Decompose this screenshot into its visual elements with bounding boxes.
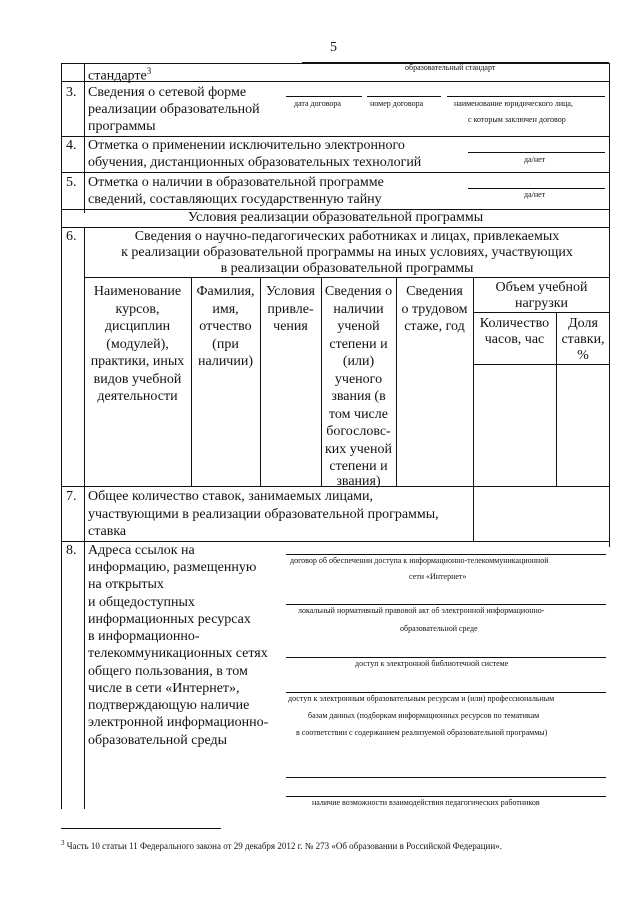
col-courses-line: дисциплин — [104, 319, 171, 334]
row-6-line-1: Сведения о научно-педагогических работниках и лицах, привлекаемых — [134, 229, 560, 244]
row-5-caption: да/нет — [524, 190, 546, 199]
col-degree-line: Сведения о — [324, 284, 393, 299]
footnote-mark: 3 — [146, 66, 152, 76]
legal-entity-caption-1: наименование юридического лица, — [454, 99, 573, 108]
row-8-caption-2b: образовательной среде — [400, 624, 478, 633]
footnote-text: Часть 10 статьи 11 Федерального закона от 29 декабря 2012 г. № 273 «Об образовании в Российской Федерации». — [66, 841, 502, 851]
col-degree-line: наличии — [333, 302, 384, 317]
row-8-line: телекоммуникационных сетях — [88, 646, 268, 661]
col-experience-line: о трудовом — [401, 302, 468, 317]
row-8-line: электронной информационно- — [88, 715, 269, 730]
row-standard-text: стандарте — [88, 68, 147, 84]
row-8-line: образовательной среды — [88, 733, 228, 748]
row-3-line-3: программы — [88, 119, 156, 134]
row-7-line-2: участвующими в реализации образовательной программы, — [88, 507, 439, 522]
col-conditions-line: привле- — [267, 302, 314, 317]
row-6-number: 6. — [66, 229, 77, 244]
col-workload-line: нагрузки — [514, 296, 569, 311]
row-8-line: общего пользования, в том — [88, 664, 248, 679]
row-8-line: в информационно- — [88, 629, 200, 644]
col-name-line: (при — [212, 337, 239, 352]
section-title: Условия реализации образовательной программы — [187, 210, 484, 225]
col-degree-line: звания (в — [331, 389, 386, 404]
legal-entity-caption-2: с которым заключен договор — [468, 115, 566, 124]
col-rate-line: ставки, — [561, 332, 605, 347]
row-7-line-1: Общее количество ставок, занимаемых лицами, — [88, 489, 374, 504]
row-4-number: 4. — [66, 138, 77, 153]
col-name-line: наличии) — [198, 354, 253, 369]
row-8-caption-4b: базам данных (подборкам информационных ресурсов по тематикам — [308, 711, 540, 720]
col-degree-line: ученого — [334, 372, 383, 387]
row-8-line: информацию, размещенную — [88, 560, 257, 575]
col-rate-line: Доля — [568, 316, 598, 331]
col-hours-line: Количество — [479, 316, 550, 331]
row-8-line: и общедоступных — [88, 595, 195, 610]
row-8-caption-1b: сети «Интернет» — [409, 572, 467, 581]
col-degree-line: ученой — [337, 319, 380, 334]
contract-number-caption: номер договора — [370, 99, 424, 108]
col-degree-line: (или) — [342, 354, 375, 369]
col-courses-line: практики, иных — [90, 354, 185, 369]
col-workload-line: Объем учебной — [495, 280, 588, 295]
col-degree-line: звания) — [336, 474, 381, 489]
col-degree-line: богословс- — [326, 424, 391, 439]
col-name-line: Фамилия, — [196, 284, 255, 299]
row-4-line-1: Отметка о применении исключительно электронного — [88, 138, 405, 153]
contract-date-caption: дата договора — [294, 99, 341, 108]
col-name-line: отчество — [199, 319, 252, 334]
row-6-line-2: к реализации образовательной программы на иных условиях, участвующих — [121, 245, 573, 260]
col-hours-line: часов, час — [484, 332, 545, 347]
row-5-line-2: сведений, составляющих государственную тайну — [88, 192, 382, 207]
col-conditions-line: Условия — [266, 284, 315, 299]
row-5-line-1: Отметка о наличии в образовательной программе — [88, 175, 384, 190]
standard-caption: образовательный стандарт — [405, 63, 496, 72]
col-rate-line: % — [577, 348, 589, 363]
row-6-line-3: в реализации образовательной программы — [220, 261, 474, 276]
row-3-number: 3. — [66, 85, 77, 100]
row-8-caption-4c: в соответствии с содержанием реализуемой образовательной программы) — [296, 728, 548, 737]
col-degree-line: ких ученой — [324, 442, 393, 457]
page-number: 5 — [330, 40, 337, 55]
row-8-caption-3: доступ к электронной библиотечной системе — [355, 659, 509, 668]
row-4-line-2: обучения, дистанционных образовательных технологий — [88, 155, 422, 170]
row-8-caption-2a: локальный нормативный правовой акт об электронной информационно- — [298, 606, 545, 615]
row-8-line: подтверждающую наличие — [88, 698, 250, 713]
row-7-number: 7. — [66, 489, 77, 504]
row-8-caption-5: наличие возможности взаимодействия педагогических работников — [312, 798, 540, 807]
col-courses-line: (модулей), — [106, 337, 169, 352]
row-3-line-1: Сведения о сетевой форме — [88, 85, 247, 100]
row-8-line: информационных ресурсах — [88, 612, 251, 627]
col-degree-line: степени и — [329, 459, 388, 474]
col-conditions-line: чения — [273, 319, 308, 334]
footnote-separator — [61, 828, 221, 829]
row-8-caption-4a: доступ к электронным образовательным ресурсам и (или) профессиональным — [288, 694, 555, 703]
row-4-caption: да/нет — [524, 155, 546, 164]
col-degree-line: том числе — [329, 407, 388, 422]
col-courses-line: Наименование — [93, 284, 182, 299]
row-3-line-2: реализации образовательной — [88, 102, 260, 117]
col-courses-line: курсов, — [115, 302, 160, 317]
col-courses-line: видов учебной — [93, 372, 182, 387]
col-name-line: имя, — [212, 302, 239, 317]
col-experience-line: Сведения — [406, 284, 463, 299]
col-experience-line: стаже, год — [404, 319, 465, 334]
row-8-caption-1a: договор об обеспечении доступа к информационно-телекоммуникационной — [290, 556, 549, 565]
col-degree-line: степени и — [329, 337, 388, 352]
row-8-number: 8. — [66, 543, 77, 558]
row-8-line: числе в сети «Интернет», — [88, 681, 240, 696]
row-8-line: на открытых — [88, 577, 164, 592]
row-7-line-3: ставка — [88, 524, 127, 539]
footnote-number: 3 — [61, 839, 65, 847]
row-8-line: Адреса ссылок на — [88, 543, 195, 558]
row-5-number: 5. — [66, 175, 77, 190]
col-courses-line: деятельности — [97, 389, 178, 404]
